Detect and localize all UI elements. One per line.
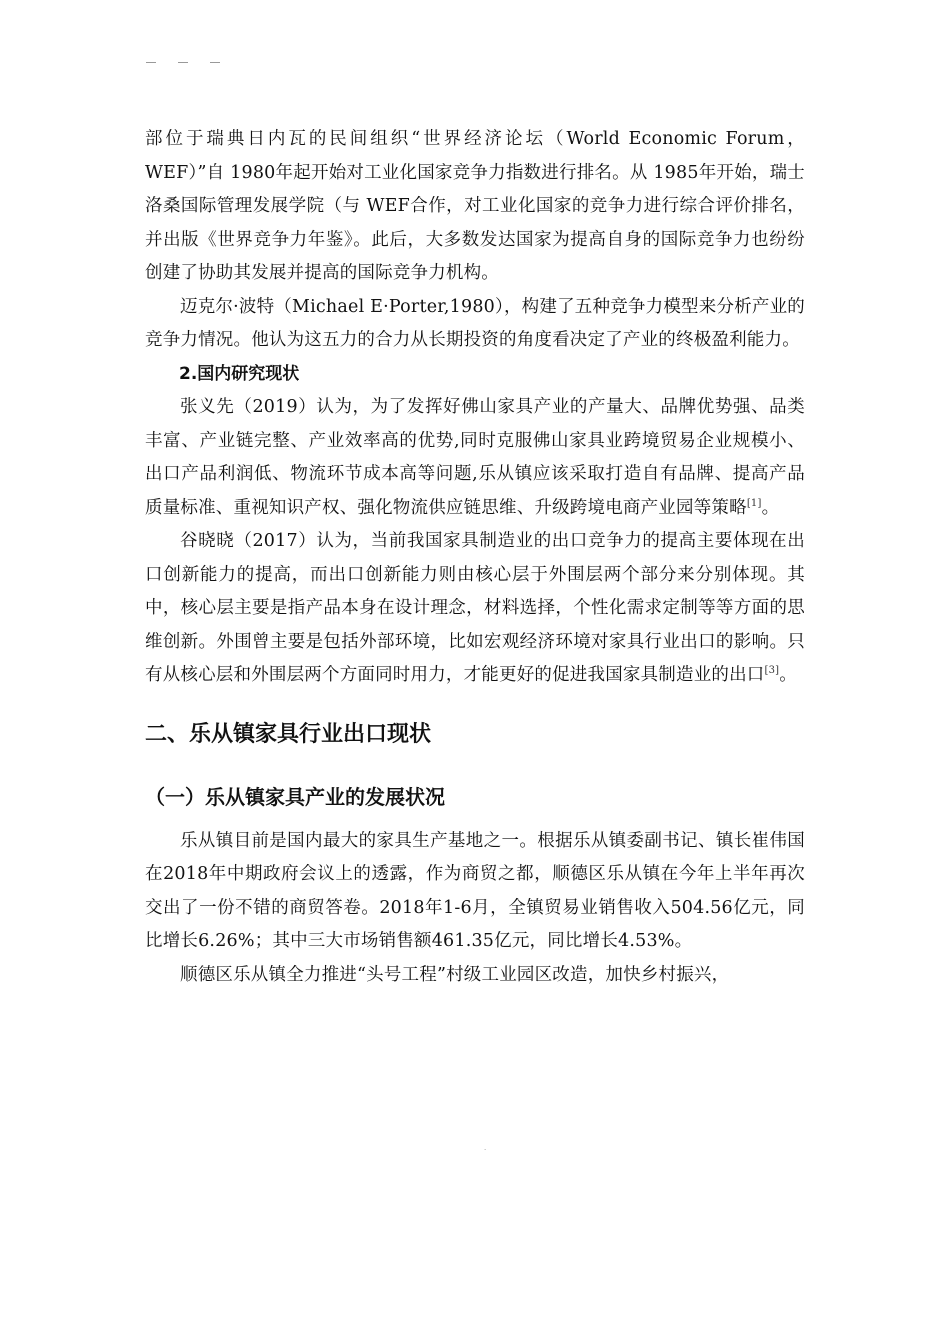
- paragraph-zhang: [145, 391, 805, 525]
- citation-ref-1[interactable]: [1]: [746, 497, 762, 509]
- subsection-heading-industry-development: （一）乐从镇家具产业的发展状况: [145, 784, 445, 809]
- paragraph-porter: 迈克尔·波特（Michael E·Porter,1980），构建了五种竞争力模型来分析产业的竞争力情况。他认为这五力的合力从长期投资的角度看决定了产业的终极盈利能力。: [145, 296, 805, 350]
- header-marks: [146, 62, 220, 63]
- paragraph-gu-text: 谷晓晓（2017）认为，当前我国家具制造业的出口竞争力的提高主要体现在出口创新能力的提高，而出口创新能力则由核心层于外围层两个部分来分别体现。其中，核心层主要是指产品本身在设计理念，材料选择，个性化需求定制等等方面的思维创新。外围曾主要是包括外部环境，比如宏观经济环境对家具行业出口的影响。只有从核心层和外围层两个方面同时用力，才能更好的促进我国家具制造业的出口: [145, 531, 805, 685]
- header-dash: [210, 62, 220, 63]
- paragraph-gu-end: 。: [779, 665, 797, 685]
- paragraph-zhang-end: 。: [761, 497, 780, 518]
- header-dash: [146, 62, 156, 63]
- heading-domestic-research: 2.国内研究现状: [179, 363, 300, 384]
- scan-artifact-mark: ·: [484, 1146, 487, 1154]
- paragraph-wef: 部位于瑞典日内瓦的民间组织“世界经济论坛（World Economic Forum，WEF）”自 1980年起开始对工业化国家竞争力指数进行排名。从 1985年开始，瑞士洛桑国际管理发展学院（与 WEF合作，对工业化国家的竞争力进行综合评价排名，并出版《世界竞争力年鉴》。此后，大多数发达国家为提高自身的国际竞争力也纷纷创建了协助其发展并提高的国际竞争力机构。: [145, 129, 805, 283]
- header-dash: [178, 62, 188, 63]
- citation-ref-3[interactable]: [3]: [764, 665, 780, 677]
- paragraph-gu: [145, 525, 805, 693]
- paragraph-zhang-text: 张义先（2019）认为，为了发挥好佛山家具产业的产量大、品牌优势强、品类丰富、产业链完整、产业效率高的优势,同时克服佛山家具业跨境贸易企业规模小、出口产品利润低、物流环节成本高等问题,乐从镇应该采取打造自有品牌、提高产品质量标准、重视知识产权、强化物流供应链思维、升级跨境电商产业园等策略: [145, 397, 805, 518]
- section-heading-export-status: 二、乐从镇家具行业出口现状: [145, 721, 432, 747]
- document-body: [145, 123, 805, 992]
- paragraph-lecong-stats: 乐从镇目前是国内最大的家具生产基地之一。根据乐从镇委副书记、镇长崔伟国在2018年中期政府会议上的透露，作为商贸之都，顺德区乐从镇在今年上半年再次交出了一份不错的商贸答卷。2018年1-6月，全镇贸易业销售收入504.56亿元，同比增长6.26%；其中三大市场销售额461.35亿元，同比增长4.53%。: [145, 830, 805, 951]
- paragraph-lecong-project: 顺德区乐从镇全力推进“头号工程”村级工业园区改造，加快乡村振兴，: [180, 964, 730, 985]
